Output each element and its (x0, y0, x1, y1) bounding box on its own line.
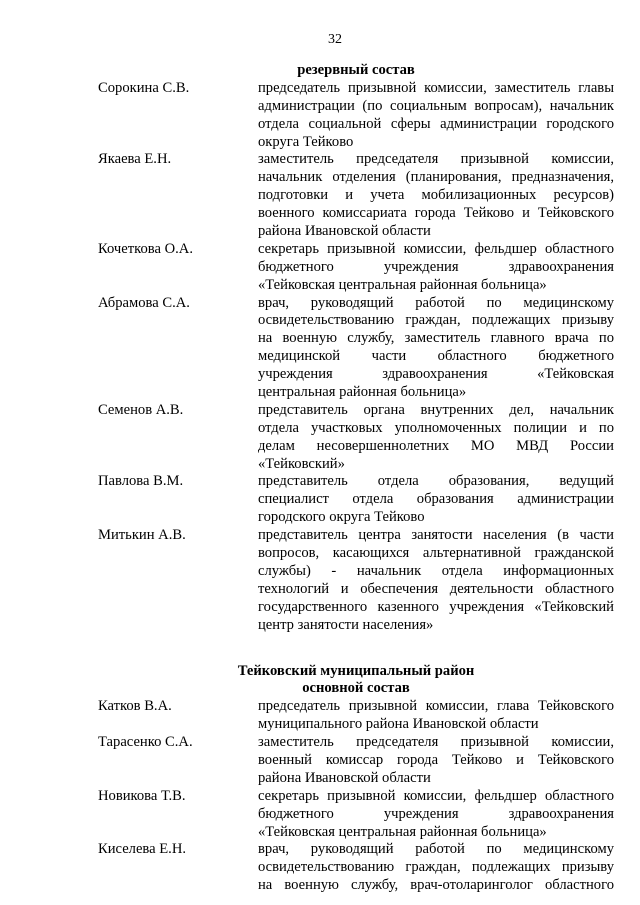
member-role (258, 698, 614, 734)
role-line: отдела участковых уполномоченных полиции и по (258, 419, 614, 436)
member-name: Киселева Е.Н. (98, 841, 187, 858)
role-line: бюджетного учреждения здравоохранения (258, 805, 614, 822)
member-entry (98, 527, 614, 634)
member-entry (98, 788, 614, 842)
role-line: администрации (по социальным вопросам), начальник (258, 97, 614, 114)
role-line: специалист отдела образования администрации (258, 491, 614, 508)
member-role (258, 241, 614, 295)
page-number: 32 (328, 32, 342, 47)
role-line: «Тейковская центральная районная больница» (258, 823, 547, 840)
member-role (258, 402, 614, 474)
role-line: вопросов, касающихся альтернативной гражданской (258, 545, 614, 562)
role-line: военный комиссар города Тейково и Тейковского (258, 751, 614, 768)
role-line: района Ивановской области (258, 769, 431, 786)
section-heading: основной состав (302, 680, 410, 697)
role-line: городского округа Тейково (258, 509, 425, 526)
member-name: Катков В.А. (98, 698, 172, 715)
role-line: председатель призывной комиссии, глава Тейковского (258, 698, 614, 715)
member-name: Сорокина С.В. (98, 79, 190, 96)
member-entry (98, 734, 614, 788)
role-line: медицинской части областного бюджетного (258, 348, 614, 365)
role-line: представитель центра занятости населения (в части (258, 527, 614, 544)
member-name: Павлова В.М. (98, 473, 184, 490)
role-line: учреждения здравоохранения «Тейковская (258, 366, 614, 383)
section-heading: резервный состав (297, 62, 415, 78)
role-line: «Тейковская центральная районная больница» (258, 276, 547, 293)
member-name: Абрамова С.А. (98, 294, 190, 311)
member-role (258, 151, 614, 240)
commission-section (98, 663, 614, 896)
section-heading: Тейковский муниципальный район (237, 662, 475, 679)
member-entry (98, 151, 614, 240)
member-name: Митькин А.В. (98, 527, 186, 544)
member-entry (98, 402, 614, 474)
role-line: врач, руководящий работой по медицинскому (258, 294, 614, 311)
role-line: врач, руководящий работой по медицинскому (258, 841, 614, 858)
role-line: муниципального района Ивановской области (258, 716, 539, 733)
member-name: Семенов А.В. (98, 401, 184, 418)
role-line: на военную службу, врач-отоларинголог областного (258, 877, 614, 894)
role-line: представитель органа внутренних дел, начальник (258, 401, 614, 418)
commission-list (98, 62, 614, 895)
member-role (258, 295, 614, 402)
member-role (258, 527, 614, 634)
role-line: делам несовершеннолетних МО МВД России (258, 437, 614, 454)
member-name: Тарасенко С.А. (98, 734, 193, 751)
role-line: на военную службу, заместитель главного врача по (258, 330, 614, 347)
role-line: подготовки и учета мобилизационных ресурсов) (258, 187, 614, 204)
role-line: военного комиссариата города Тейково и Тейковского (258, 205, 614, 222)
role-line: представитель отдела образования, ведущий (258, 473, 614, 490)
role-line: центр занятости населения» (258, 616, 434, 633)
role-line: округа Тейково (258, 133, 354, 150)
role-line: заместитель председателя призывной комиссии, (258, 734, 614, 751)
role-line: государственного казенного учреждения «Тейковский (258, 598, 614, 615)
member-name: Кочеткова О.А. (98, 240, 193, 257)
role-line: председатель призывной комиссии, заместитель главы (258, 79, 614, 96)
member-role (258, 473, 614, 527)
member-role (258, 734, 614, 788)
role-line: бюджетного учреждения здравоохранения (258, 258, 614, 275)
role-line: района Ивановской области (258, 223, 431, 240)
commission-section (98, 62, 614, 635)
role-line: освидетельствованию граждан, подлежащих призыву (258, 312, 614, 329)
member-entry (98, 241, 614, 295)
member-role (258, 788, 614, 842)
member-entry (98, 80, 614, 152)
member-role (258, 841, 614, 895)
member-name: Новикова Т.В. (98, 787, 186, 804)
role-line: службы) - начальник отдела информационных (258, 562, 614, 579)
role-line: секретарь призывной комиссии, фельдшер областного (258, 240, 614, 257)
role-line: начальник отделения (планирования, предназначения, (258, 169, 614, 186)
section-spacer (98, 635, 614, 663)
role-line: освидетельствованию граждан, подлежащих призыву (258, 859, 614, 876)
role-line: центральная районная больница» (258, 384, 467, 401)
role-line: технологий и обеспечения деятельности областного (258, 580, 614, 597)
role-line: секретарь призывной комиссии, фельдшер областного (258, 787, 614, 804)
role-line: заместитель председателя призывной комиссии, (258, 151, 614, 168)
member-entry (98, 473, 614, 527)
member-entry (98, 295, 614, 402)
role-line: «Тейковский» (258, 455, 345, 472)
member-entry (98, 698, 614, 734)
member-name: Якаева Е.Н. (98, 151, 172, 168)
member-role (258, 80, 614, 152)
member-entry (98, 841, 614, 895)
role-line: отдела социальной сферы администрации городского (258, 115, 614, 132)
